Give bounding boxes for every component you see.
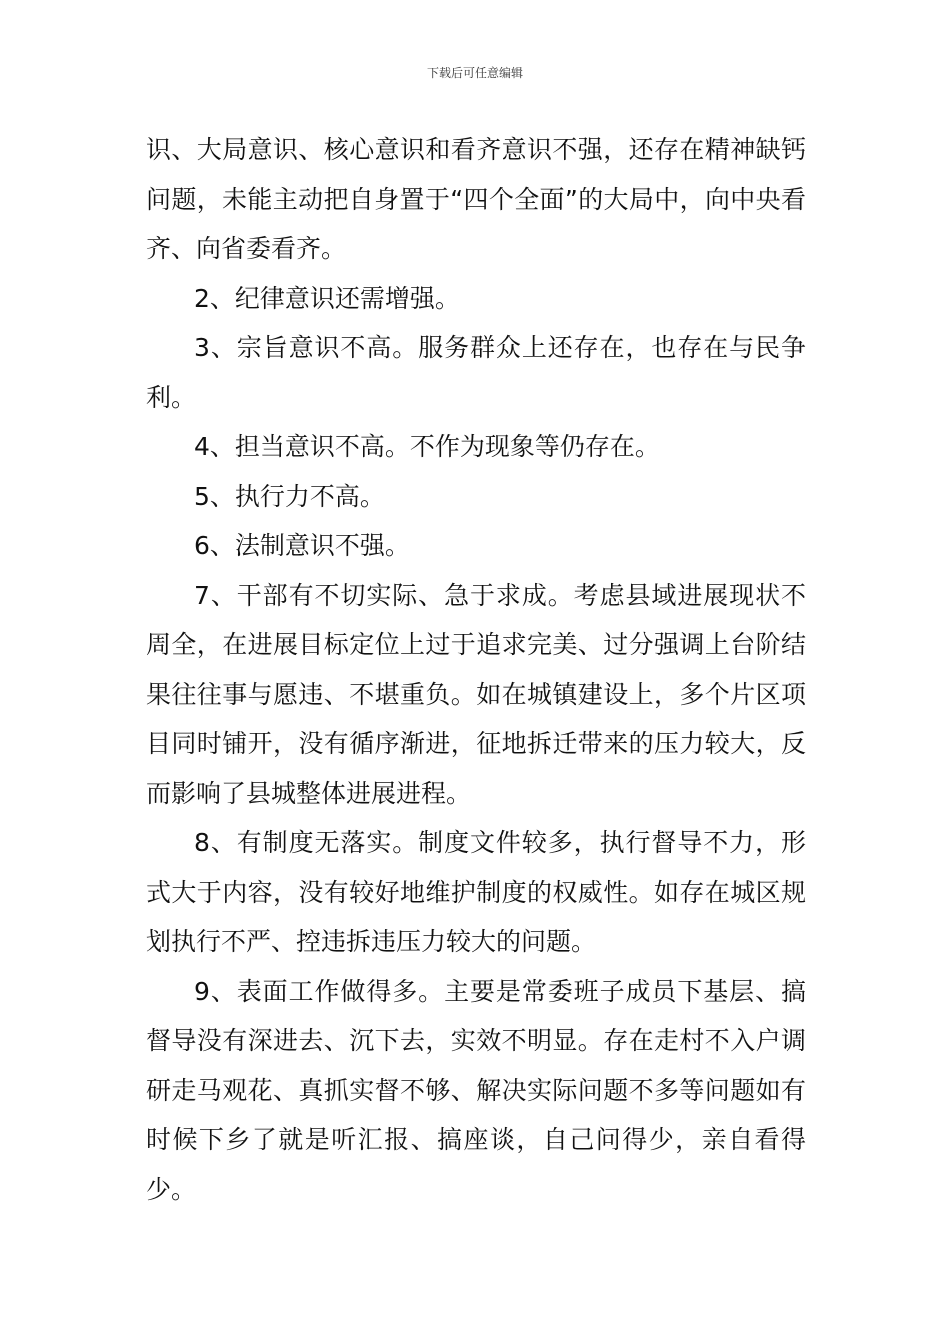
paragraph-7: 7、干部有不切实际、急于求成。考虑县域进展现状不周全，在进展目标定位上过于追求完美、过分强调上台阶结果往往事与愿违、不堪重负。如在城镇建设上，多个片区项目同时铺开，没有循序渐进，征地拆迁带来的压力较大，反而影响了县城整体进展进程。 bbox=[146, 580, 806, 808]
paragraph-2: 2、纪律意识还需增强。 bbox=[194, 283, 460, 313]
document-body bbox=[146, 125, 806, 1214]
paragraph-5: 5、执行力不高。 bbox=[194, 481, 385, 511]
paragraph-6: 6、法制意识不强。 bbox=[194, 531, 410, 560]
page-header: 下载后可任意编辑 bbox=[426, 66, 523, 80]
paragraph-9: 9、表面工作做得多。主要是常委班子成员下基层、搞督导没有深进去、沉下去，实效不明显。存在走村不入户调研走马观花、真抓实督不够、解决实际问题不多等问题如有时候下乡了就是听汇报、搞座谈，自己问得少，亲自看得少。 bbox=[146, 976, 806, 1204]
paragraph-3: 3、宗旨意识不高。服务群众上还存在，也存在与民争利。 bbox=[146, 333, 806, 412]
paragraph-8: 8、有制度无落实。制度文件较多，执行督导不力，形式大于内容，没有较好地维护制度的权威性。如存在城区规划执行不严、控违拆违压力较大的问题。 bbox=[146, 828, 806, 956]
paragraph-1: 识、大局意识、核心意识和看齐意识不强，还存在精神缺钙问题，未能主动把自身置于“四个全面”的大局中，向中央看齐、向省委看齐。 bbox=[146, 135, 806, 263]
paragraph-4: 4、担当意识不高。不作为现象等仍存在。 bbox=[194, 432, 660, 461]
